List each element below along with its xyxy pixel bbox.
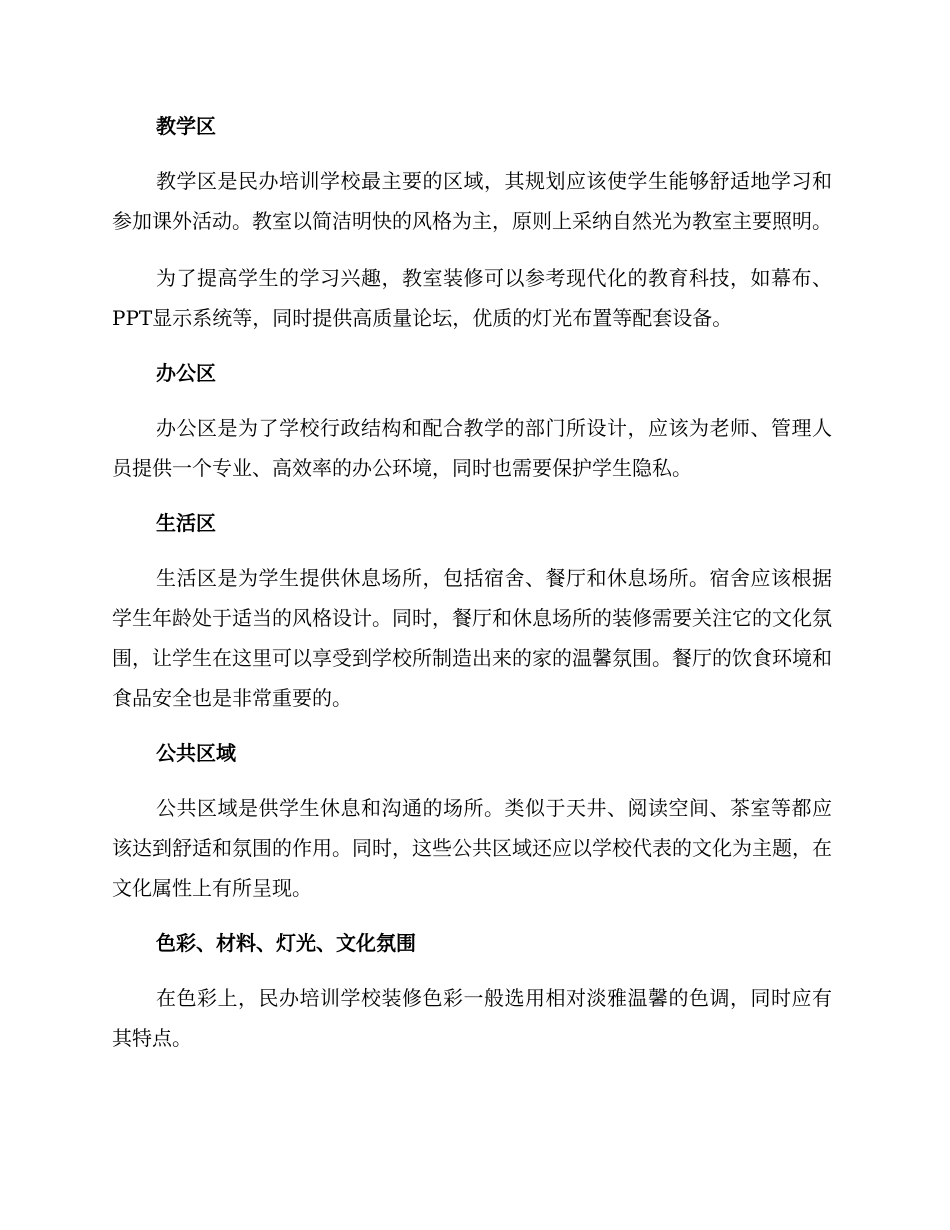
paragraph: 教学区是民办培训学校最主要的区域，其规划应该使学生能够舒适地学习和参加课外活动。教室以简洁明快的风格为主，原则上采纳自然光为教室主要照明。 [112, 169, 832, 233]
paragraph: 公共区域是供学生休息和沟通的场所。类似于天井、阅读空间、茶室等都应该达到舒适和氛围的作用。同时，这些公共区域还应以学校代表的文化为主题，在文化属性上有所呈现。 [112, 796, 832, 900]
paragraph: 在色彩上，民办培训学校装修色彩一般选用相对淡雅温馨的色调，同时应有其特点。 [112, 986, 832, 1050]
document-body [112, 108, 832, 1075]
paragraph: 生活区是为学生提供休息场所，包括宿舍、餐厅和休息场所。宿舍应该根据学生年龄处于适当的风格设计。同时，餐厅和休息场所的装修需要关注它的文化氛围，让学生在这里可以享受到学校所制造出来的家的温馨氛围。餐厅的饮食环境和食品安全也是非常重要的。 [112, 566, 832, 710]
paragraph: 办公区是为了学校行政结构和配合教学的部门所设计，应该为老师、管理人员提供一个专业、高效率的办公环境，同时也需要保护学生隐私。 [112, 416, 832, 480]
section-heading-office-area: 办公区 [156, 361, 216, 385]
section-heading-teaching-area: 教学区 [156, 114, 216, 138]
section-heading-color-material-lighting: 色彩、材料、灯光、文化氛围 [156, 931, 416, 955]
section-heading-living-area: 生活区 [156, 511, 216, 535]
paragraph: 为了提高学生的学习兴趣，教室装修可以参考现代化的教育科技，如幕布、PPT显示系统等，同时提供高质量论坛，优质的灯光布置等配套设备。 [112, 266, 832, 330]
section-heading-public-area: 公共区域 [156, 741, 236, 765]
